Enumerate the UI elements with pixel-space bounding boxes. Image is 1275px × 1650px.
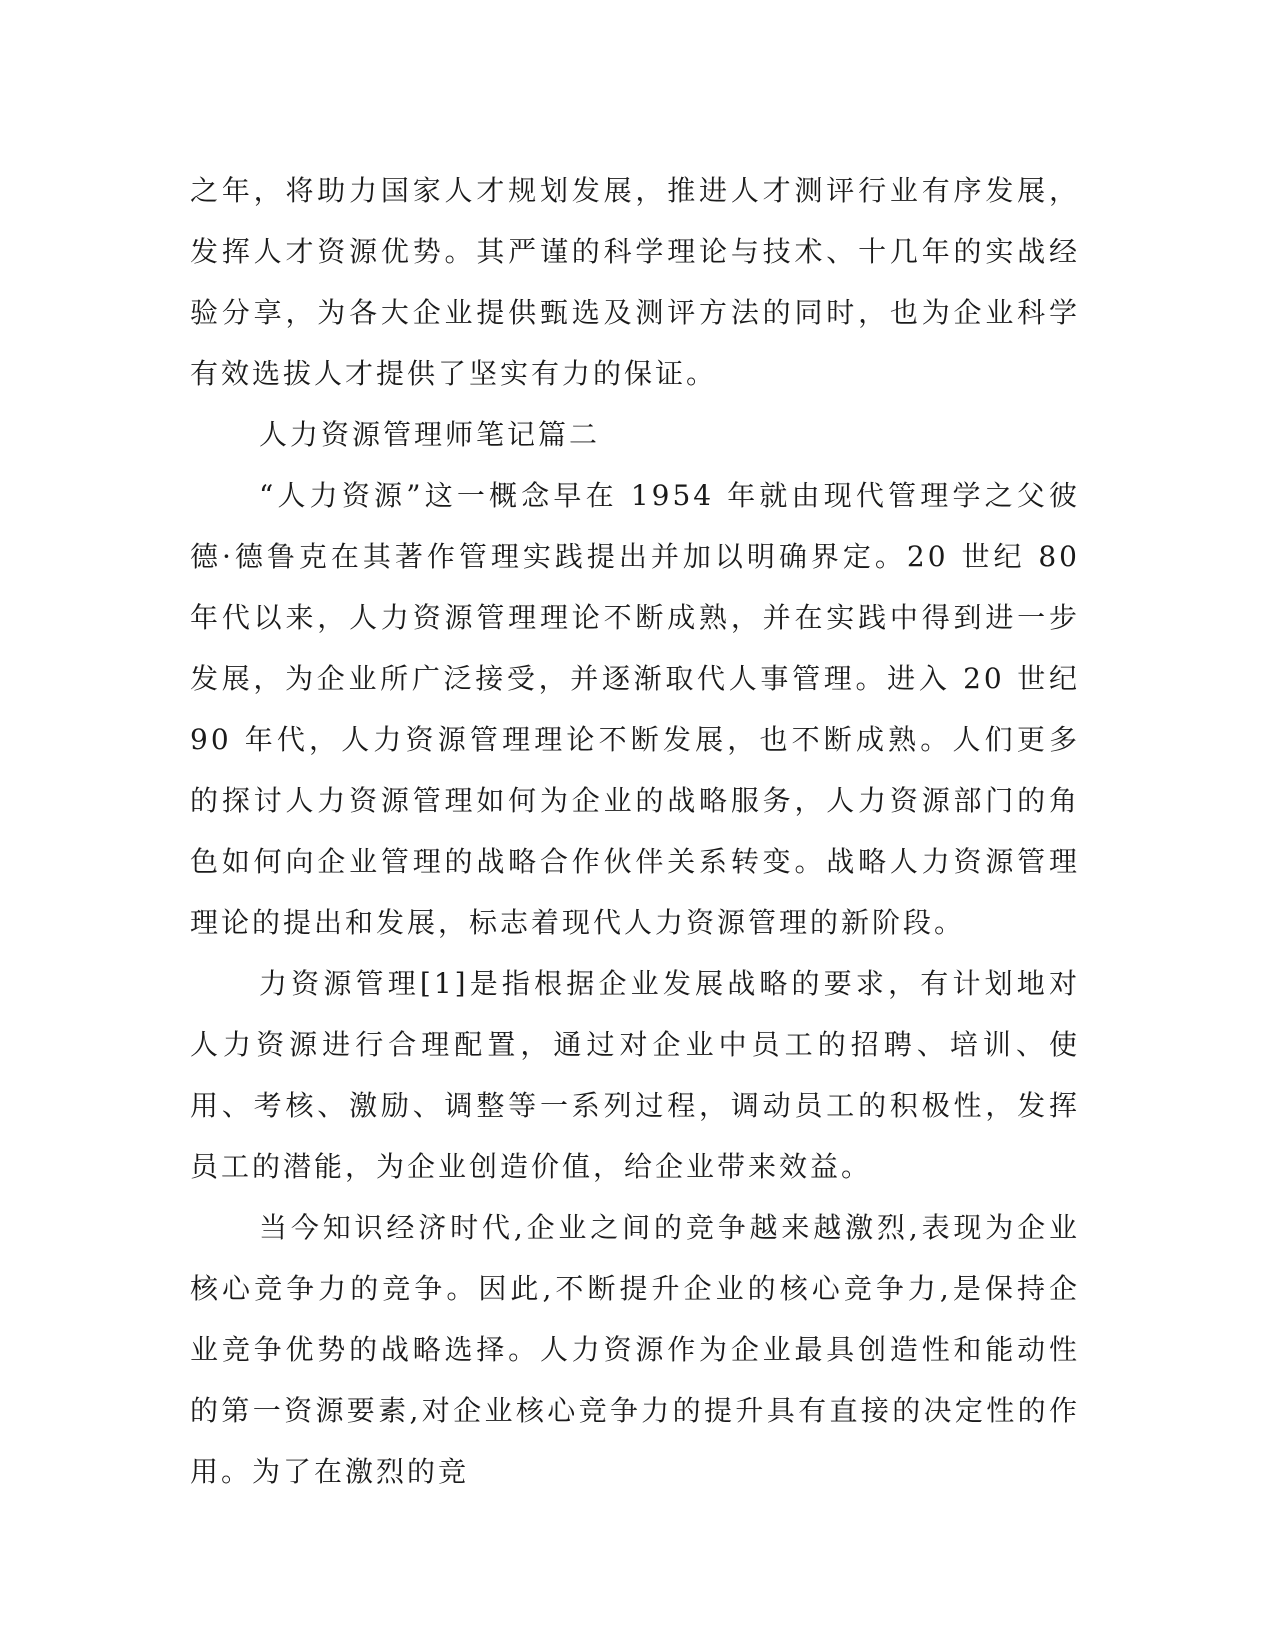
section-heading: 人力资源管理师笔记篇二 (259, 418, 601, 451)
paragraph-hr-definition: 力资源管理[1]是指根据企业发展战略的要求，有计划地对人力资源进行合理配置，通过对企业中员工的招聘、培训、使用、考核、激励、调整等一系列过程，调动员工的积极性，发挥员工的潜能，为企业创造价值，给企业带来效益。 (190, 967, 1080, 1183)
paragraph-hr-concept: “人力资源”这一概念早在 1954 年就由现代管理学之父彼德·德鲁克在其著作管理实践提出并加以明确界定。20 世纪 80 年代以来，人力资源管理理论不断成熟，并在实践中得到进一步发展，为企业所广泛接受，并逐渐取代人事管理。进入 20 世纪 90 年代，人力资源管理理论不断发展，也不断成熟。人们更多的探讨人力资源管理如何为企业的战略服务，人力资源部门的角色如何向企业管理的战略合作伙伴关系转变。战略人力资源管理理论的提出和发展，标志着现代人力资源管理的新阶段。 (190, 479, 1080, 939)
paragraph-knowledge-economy: 当今知识经济时代,企业之间的竞争越来越激烈,表现为企业核心竞争力的竞争。因此,不断提升企业的核心竞争力,是保持企业竞争优势的战略选择。人力资源作为企业最具创造性和能动性的第一资源要素,对企业核心竞争力的提升具有直接的决定性的作用。为了在激烈的竞 (190, 1211, 1080, 1488)
paragraph-continuation: 之年，将助力国家人才规划发展，推进人才测评行业有序发展，发挥人才资源优势。其严谨的科学理论与技术、十几年的实战经验分享，为各大企业提供甄选及测评方法的同时，也为企业科学有效选拔人才提供了坚实有力的保证。 (190, 174, 1080, 390)
document-body (190, 160, 1080, 1502)
